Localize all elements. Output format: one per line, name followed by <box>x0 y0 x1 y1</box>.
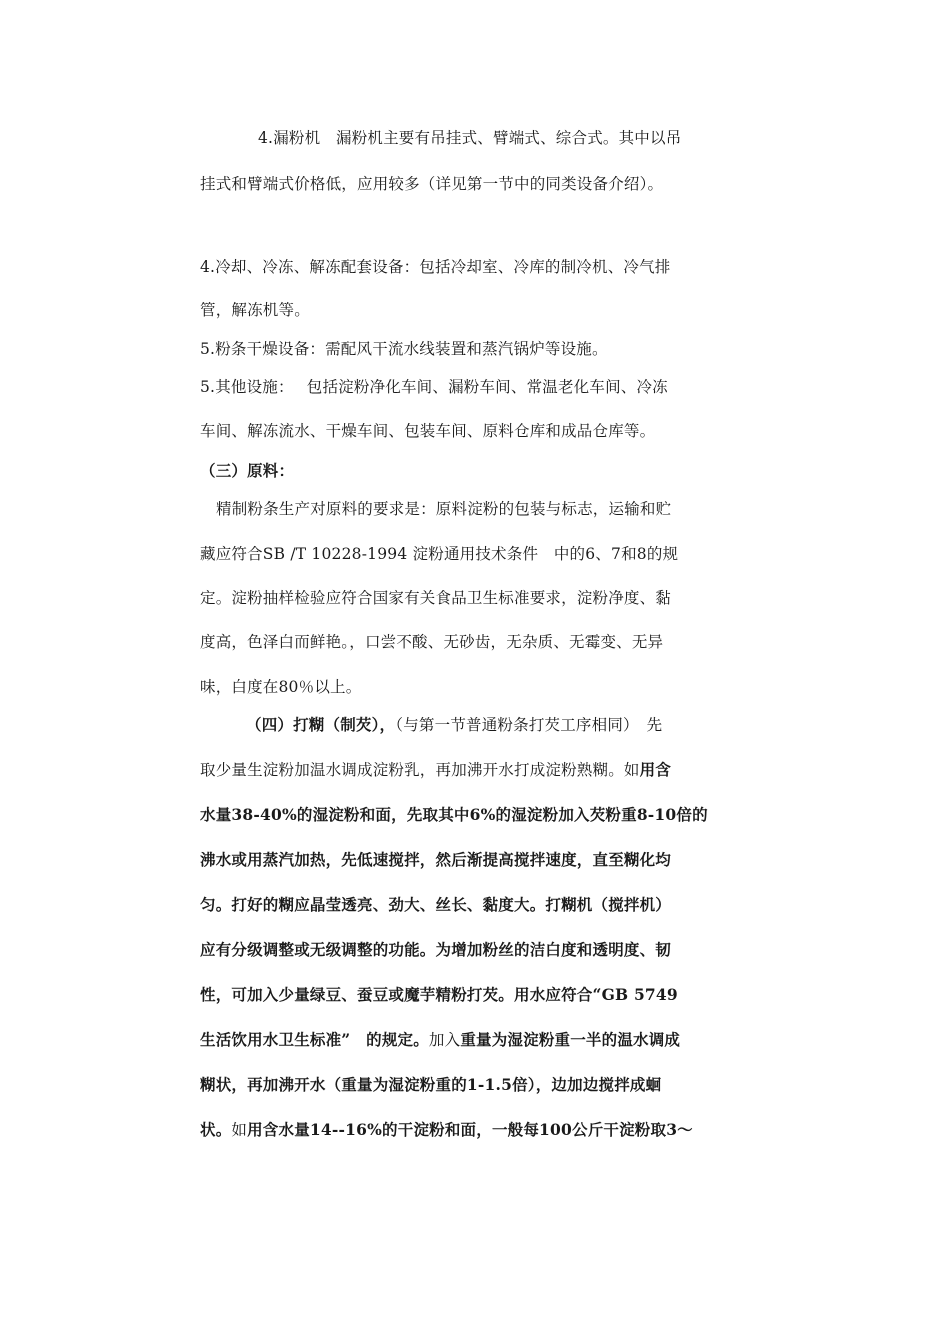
inline-text: 加入 <box>428 1031 461 1049</box>
paragraph-line: 味，白度在80％以上。 <box>200 678 362 696</box>
inline-text: 用含 <box>639 760 672 779</box>
paragraph-line <box>246 715 662 735</box>
paragraph-line: 糊状，再加沸开水（重量为湿淀粉重的1-1.5倍），边加边搅拌成蛔 <box>200 1075 662 1094</box>
paragraph-line: 4.漏粉机 漏粉机主要有吊挂式、臂端式、综合式。其中以吊 <box>258 129 682 147</box>
paragraph-line: 4.冷却、冷冻、解冻配套设备：包括冷却室、冷库的制冷机、冷气排 <box>200 258 671 276</box>
paragraph-line: 5.粉条干燥设备：需配风干流水线装置和蒸汽锅炉等设施。 <box>200 340 608 358</box>
paragraph-line: 度高，色泽白而鲜艳。，口尝不酸、无砂齿，无杂质、无霉变、无异 <box>200 633 664 651</box>
paragraph-line: 管，解冻机等。 <box>200 301 310 319</box>
inline-text: 重量为湿淀粉重一半的温水调成 <box>460 1030 681 1049</box>
paragraph-line <box>200 760 671 780</box>
paragraph-line: 应有分级调整或无级调整的功能。为增加粉丝的洁白度和透明度、韧 <box>200 940 672 959</box>
paragraph-line: 定。淀粉抽样检验应符合国家有关食品卫生标准要求，淀粉净度、黏 <box>200 589 672 607</box>
paragraph-line: 性，可加入少量绿豆、蚕豆或魔芋精粉打芡。用水应符合“GB 5749 <box>200 985 678 1004</box>
paragraph-line: 水量38-40%的湿淀粉和面，先取其中6%的湿淀粉加入芡粉重8-10倍的 <box>200 805 708 824</box>
inline-text: 如 <box>231 1121 248 1139</box>
section-heading: （三）原料： <box>200 461 295 480</box>
paragraph-line: 藏应符合SB /T 10228-1994 淀粉通用技术条件 中的6、7和8的规 <box>200 545 679 563</box>
section-heading: （四）打糊（制芡）， <box>246 715 396 734</box>
inline-text: 取少量生淀粉加温水调成淀粉乳，再加沸开水打成淀粉熟糊。如 <box>200 761 640 779</box>
paragraph-line: 5.其他设施： 包括淀粉净化车间、漏粉车间、常温老化车间、冷冻 <box>200 378 668 396</box>
inline-text: 状。 <box>200 1120 232 1139</box>
paragraph-line: 沸水或用蒸汽加热，先低速搅拌，然后渐提高搅拌速度，直至糊化均 <box>200 850 672 869</box>
paragraph-line <box>200 1120 693 1140</box>
paragraph-line <box>200 1030 680 1050</box>
paragraph-line: 车间、解冻流水、干燥车间、包装车间、原料仓库和成品仓库等。 <box>200 422 656 440</box>
paragraph-line: 挂式和臂端式价格低，应用较多（详见第一节中的同类设备介绍）。 <box>200 175 664 193</box>
inline-text: 生活饮用水卫生标准” 的规定。 <box>200 1030 429 1049</box>
inline-text: 用含水量14--16%的干淀粉和面，一般每100公斤干淀粉取3～ <box>247 1120 693 1139</box>
paragraph-line: 精制粉条生产对原料的要求是：原料淀粉的包装与标志，运输和贮 <box>216 500 672 518</box>
paragraph-line: 匀。打好的糊应晶莹透亮、劲大、丝长、黏度大。打糊机（搅拌机） <box>200 895 672 914</box>
inline-text: （与第一节普通粉条打芡工序相同） 先 <box>395 716 663 734</box>
